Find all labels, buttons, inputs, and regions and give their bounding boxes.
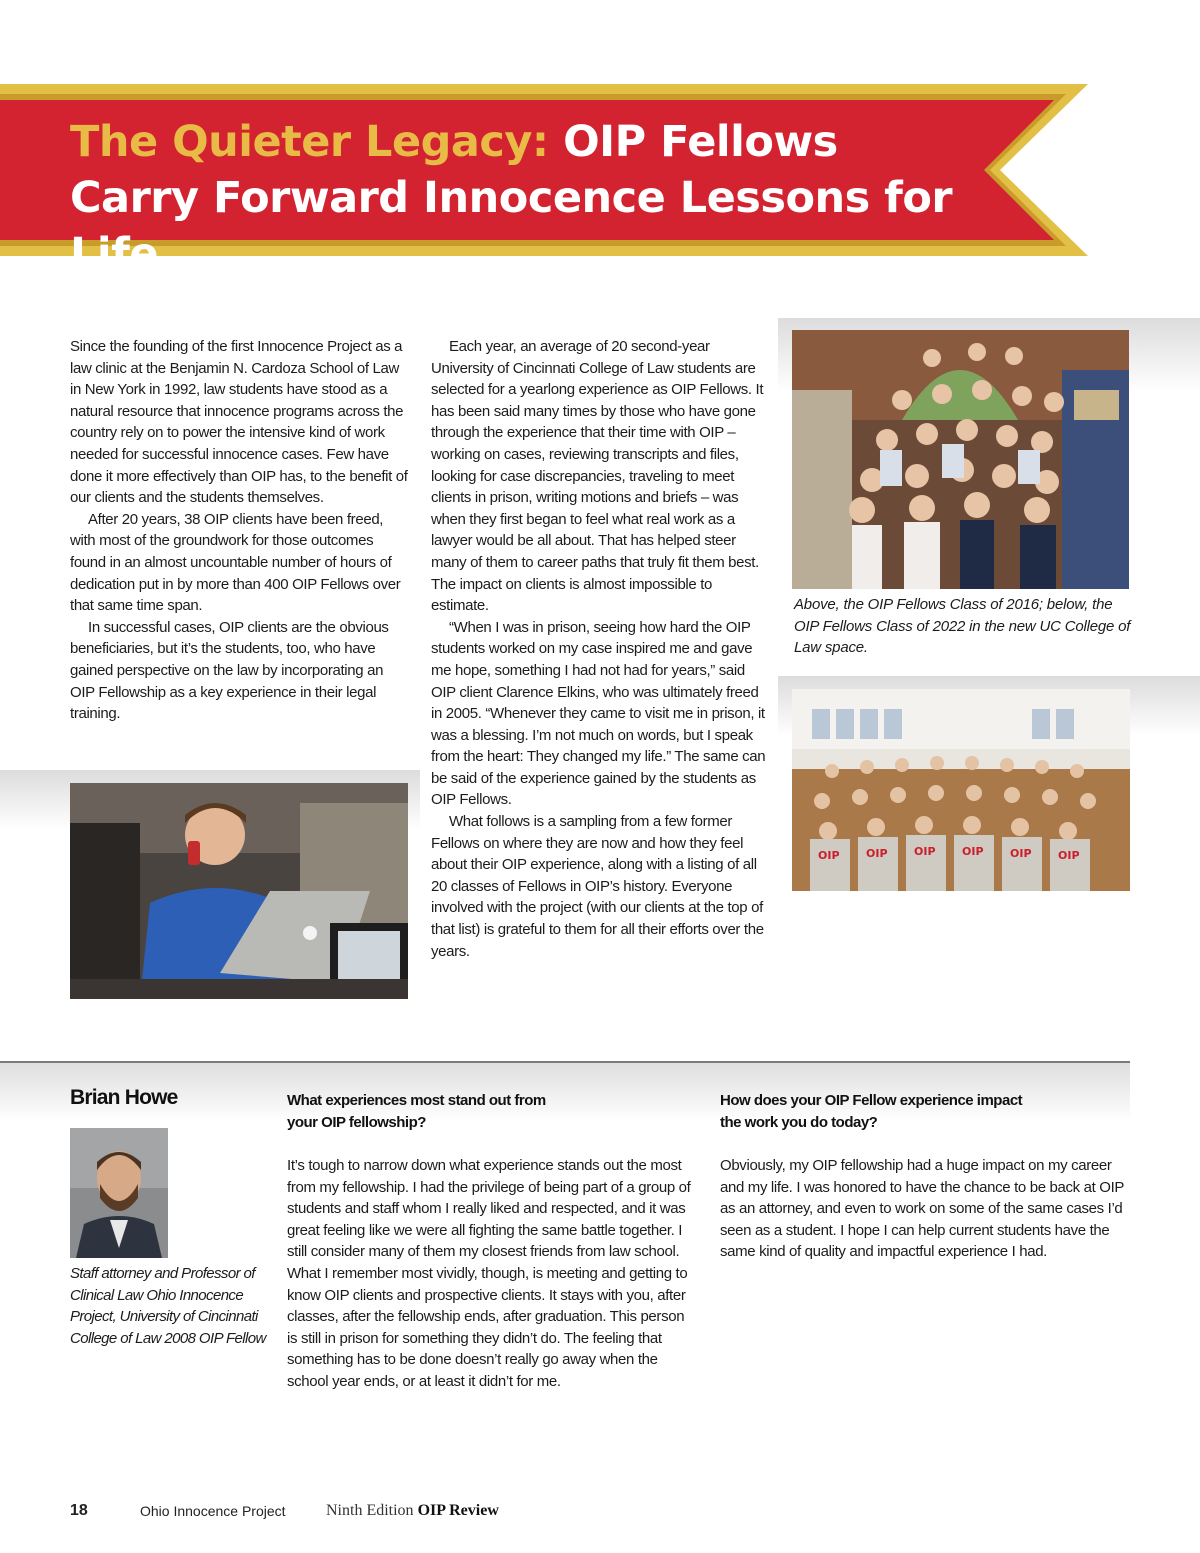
paragraph: Each year, an average of 20 second-year University of Cincinnati College of Law students are selected for a yearlong experience as OIP Fellows. It has been said many times by those who have gone through the experience that their time with OIP – working on cases, reviewing transcripts and files, looking for case discrepancies, traveling to meet clients in prison, writing motions and briefs – was when they first began to feel what real work as a lawyer would be all about. That has helped steer many of them to career paths that truly fit them best. The impact on clients is almost impossible to estimate. [431,338,764,615]
publisher-name: Ohio Innocence Project [140,1503,286,1519]
group-photo-2016-icon [792,330,1129,589]
page-number: 18 [70,1502,88,1519]
shirt-logo: OIP [1058,849,1080,862]
answer-text: Obviously, my OIP fellowship had a huge impact on my career and my life. I was honored to have the chance to be back at OIP as an attorney, and even to work on some of the same cases I’d seen as a student. I hope I can help current students have the same kind of quality and impactful experience I had. [720,1157,1124,1261]
paragraph: After 20 years, 38 OIP clients have been freed, with most of the groundwork for those outcomes found in an almost uncountable number of hours of dedication put in by more than 400 OIP Fellows over that same time span. [70,510,401,615]
article-column-2 [431,336,768,962]
brian-howe-headshot-icon [70,1128,168,1258]
edition-label [326,1502,499,1520]
paragraph: What follows is a sampling from a few former Fellows on where they are now and how they feel about their OIP experience, along with a listing of all 20 classes of Fellows in OIP’s history. Everyone involved with the project (with our clients at the top of that list) is grateful to them for all their efforts over the years. [431,813,764,960]
shirt-logo: OIP [866,847,888,860]
shirt-logo: OIP [1010,847,1032,860]
question-heading: How does your OIP Fellow experience impact the work you do today? [720,1092,1023,1131]
edition-text: Ninth Edition [326,1502,414,1519]
shirt-logo: OIP [914,845,936,858]
article-title [70,114,970,282]
profile-role: Staff attorney and Professor of Clinical Law Ohio Innocence Project, University of Cincinnati College of Law 2008 OIP Fellow [70,1265,266,1347]
answer-text: It’s tough to narrow down what experience stands out the most from my fellowship. I had the privilege of being part of a group of students and staff whom I really liked and respected, and it was great feeling like we were all fighting the same battle together. I still consider many of them my closest friends from law school. What I remember most vividly, though, is meeting and getting to know OIP clients and prospective clients. It stays with you, after classes, after the fellowship ends, after graduation. This person is still in prison for something they didn’t do. The feeling that something has to be done doesn’t really go away when the school year ends, or at least it didn’t for me. [287,1157,691,1390]
shirt-logo: OIP [962,845,984,858]
title-rest: OIP Fellows Carry Forward Innocence Lessons for Life [70,117,953,279]
section-divider [0,1061,1130,1063]
paragraph: In successful cases, OIP clients are the obvious beneficiaries, but it’s the students, too, who have gained perspective on the law by incorporating an OIP Fellowship as a key experience in their legal training. [70,618,389,723]
paragraph: “When I was in prison, seeing how hard the OIP students worked on my case inspired me and gave me hope, something I had not had for years,” said OIP client Clarence Elkins, who was ultimately freed in 2005. “Whenever they came to visit me in prison, it was a blessing. I’m not much on words, but I speak from the heart: They changed my life.” The same can be said of the experience gained by the students as OIP Fellows. [431,618,766,809]
group-photo-2022-icon [792,689,1130,891]
profile-name: Brian Howe [70,1086,178,1109]
student-on-phone-photo-icon [70,783,408,999]
title-highlight: The Quieter Legacy: [70,117,549,167]
photo-caption: Above, the OIP Fellows Class of 2016; below, the OIP Fellows Class of 2022 in the new UC College of Law space. [794,596,1131,657]
review-title: OIP Review [417,1502,499,1519]
shirt-logo: OIP [818,849,840,862]
paragraph: Since the founding of the first Innocence Project as a law clinic at the Benjamin N. Cardoza School of Law in New York in 1992, law students have stood as a natural resource that innocence programs across the country rely on to power the intensive kind of work needed for successful innocence cases. Few have done it more effectively than OIP has, to the benefit of our clients and the students themselves. [70,338,408,507]
question-heading: What experiences most stand out from your OIP fellowship? [287,1092,546,1131]
article-column-1 [70,336,410,725]
